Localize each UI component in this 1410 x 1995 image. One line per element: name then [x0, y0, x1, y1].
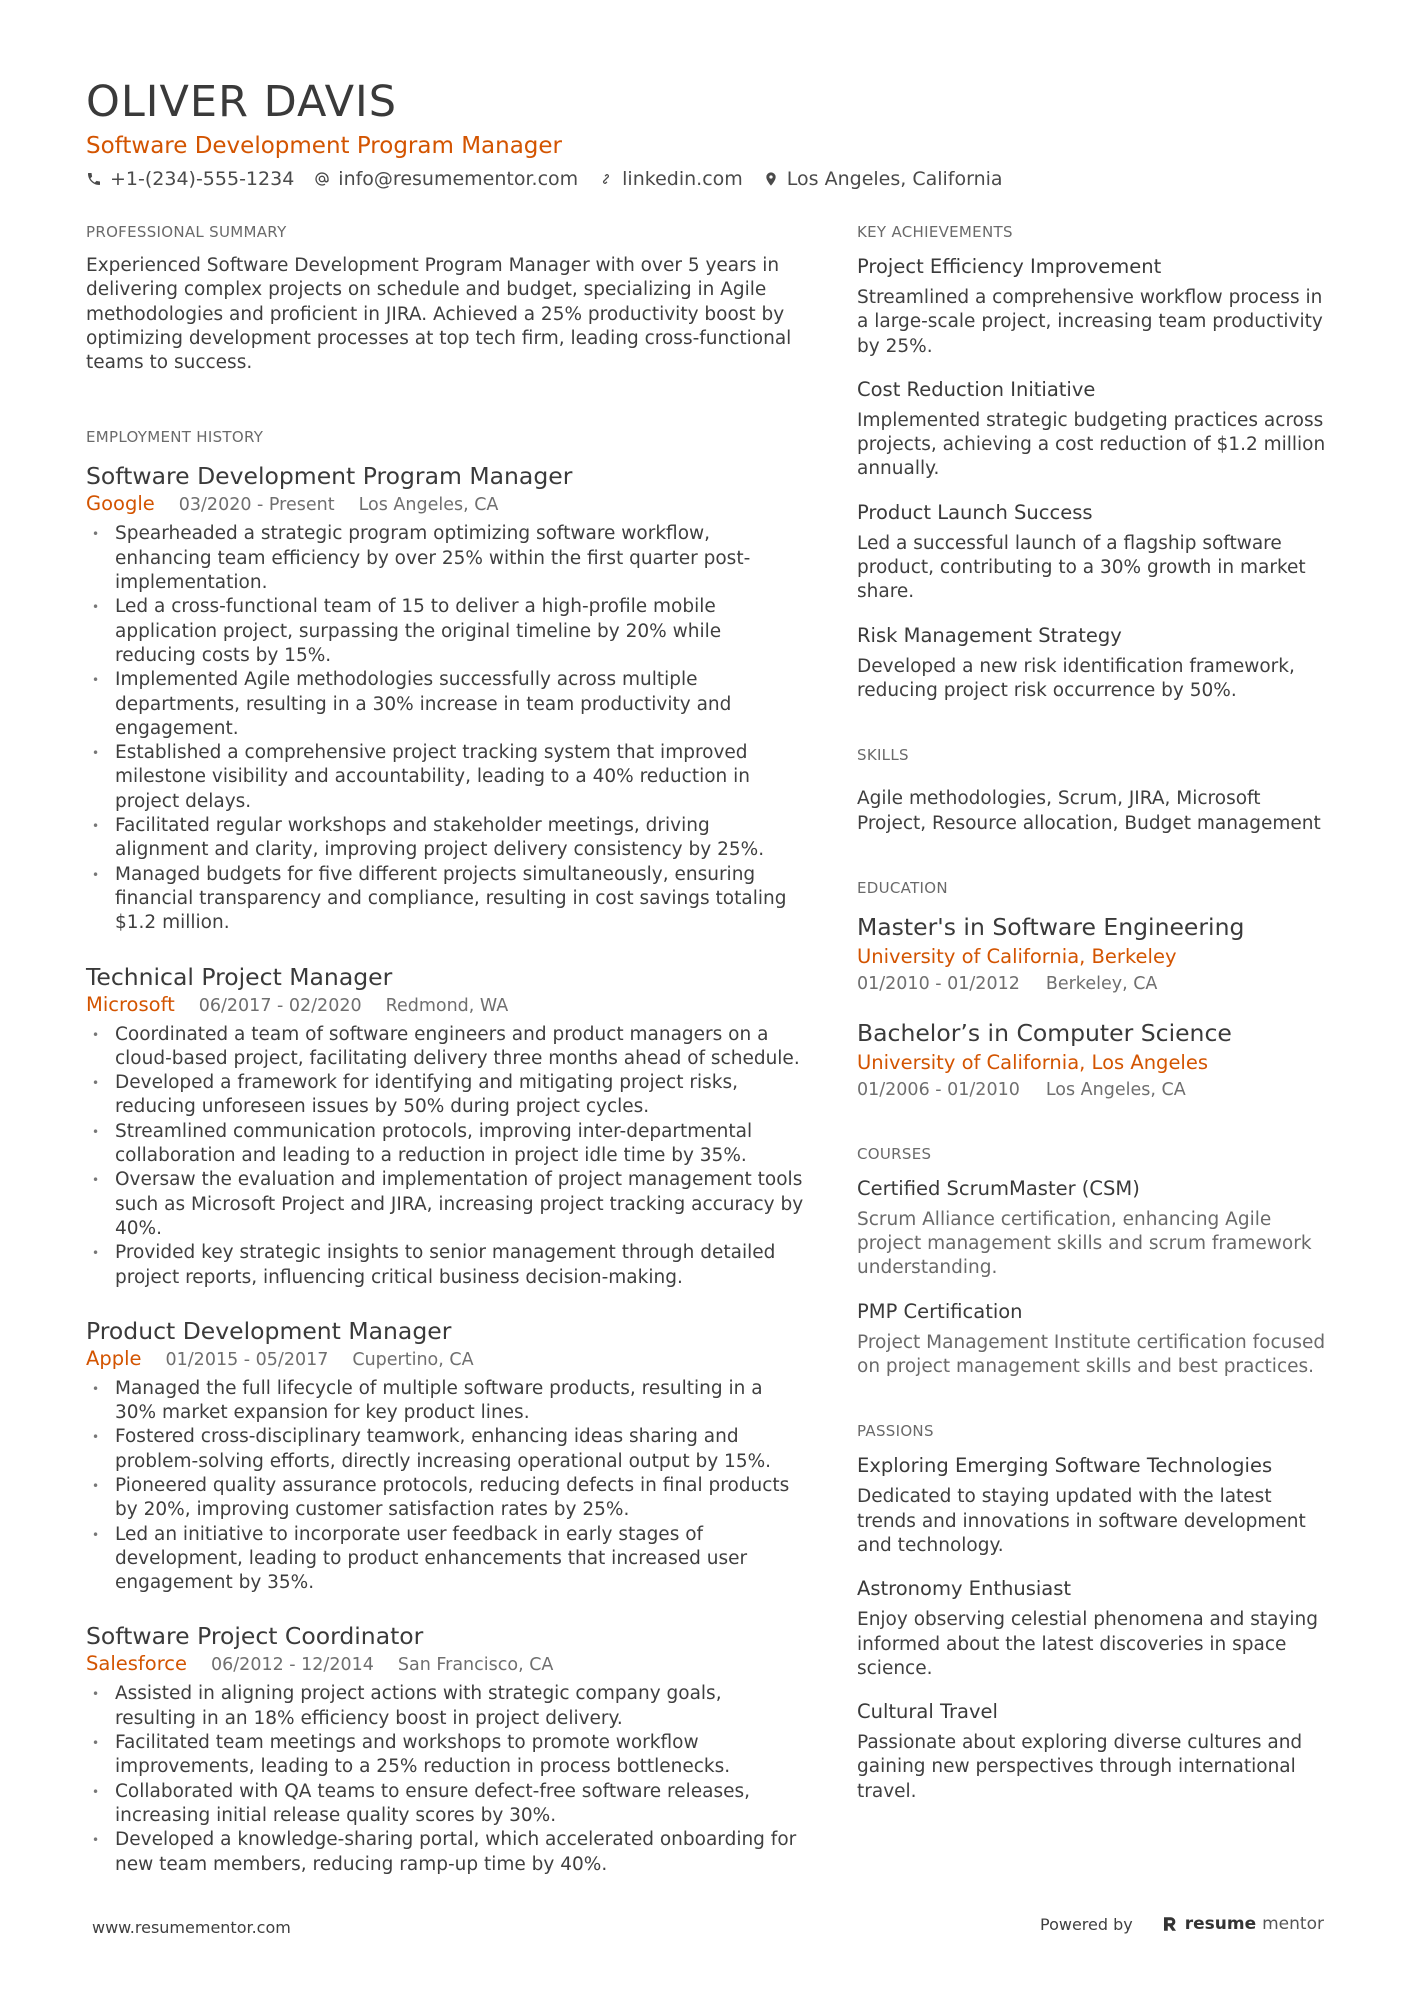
phone-icon: [86, 171, 102, 187]
job-location: Los Angeles, CA: [358, 495, 499, 516]
job-bullet: • Assisted in aligning project actions with strategic company goals, resulting in an 18% efficiency boost in project delivery.: [86, 1682, 806, 1731]
job-bullet: • Developed a framework for identifying and mitigating project risks, reducing unforeseen issues by 50% during project cycles.: [86, 1071, 806, 1120]
passion-title: Cultural Travel: [857, 1700, 998, 1724]
education-meta: [857, 972, 1335, 996]
job-bullet: • Managed the full lifecycle of multiple software products, resulting in a 30% market expansion for key product lines.: [86, 1377, 806, 1426]
job-entry: [86, 962, 806, 1290]
at-icon: [314, 171, 330, 187]
job-location: San Francisco, CA: [397, 1655, 554, 1676]
linkedin-text[interactable]: linkedin.com: [622, 168, 743, 190]
job-bullet: • Implemented Agile methodologies successfully across multiple departments, resulting in a 30% increase in team productivity and engagement.: [86, 668, 806, 741]
brand-bold: resume: [1184, 1914, 1257, 1934]
location-pin-icon: [763, 171, 779, 187]
job-bullet: • Developed a knowledge-sharing portal, which accelerated onboarding for new team members, reducing ramp-up time by 40%.: [86, 1828, 806, 1877]
achievements-heading: KEY ACHIEVEMENTS: [857, 223, 1013, 241]
phone-text: +1-(234)-555-1234: [110, 168, 295, 190]
passion-item: [857, 1453, 1335, 1558]
footer-powered: [1040, 1914, 1324, 1934]
job-dates: 06/2017 - 02/2020: [198, 995, 362, 1016]
brand-logo[interactable]: [1161, 1914, 1324, 1934]
job-meta: [86, 491, 806, 518]
job-bullets: [86, 1023, 806, 1290]
left-column: [86, 222, 806, 1877]
passions-heading: PASSIONS: [857, 1422, 934, 1441]
job-bullet: • Fostered cross-disciplinary teamwork, enhancing ideas sharing and problem-solving efforts, directly increasing operational output by 15%.: [86, 1425, 806, 1474]
achievement-item: [857, 500, 1335, 605]
job-meta: [86, 1651, 806, 1678]
job-meta: [86, 1346, 806, 1373]
passion-title: Astronomy Enthusiast: [857, 1577, 1072, 1601]
achievement-text: Implemented strategic budgeting practices across projects, achieving a cost reduction of $1.2 million annually.: [857, 409, 1326, 480]
job-bullets: [86, 1377, 806, 1596]
job-bullets: [86, 1682, 806, 1876]
education-dates: 01/2006 - 01/2010: [857, 1079, 1020, 1100]
resume-header: [86, 74, 1326, 190]
passion-title: Exploring Emerging Software Technologies: [857, 1454, 1273, 1478]
job-bullet: • Streamlined communication protocols, improving inter-departmental collaboration and leading to a reduction in project idle time by 35%.: [86, 1120, 806, 1169]
summary-heading: PROFESSIONAL SUMMARY: [86, 223, 287, 241]
email-text[interactable]: info@resumementor.com: [338, 168, 579, 190]
powered-by-label: Powered by: [1040, 1914, 1133, 1934]
education-school: University of California, Los Angeles: [857, 1050, 1209, 1074]
footer-website[interactable]: www.resumementor.com: [92, 1918, 291, 1937]
job-bullet: • Established a comprehensive project tracking system that improved milestone visibility and accountability, leading to a 40% reduction in project delays.: [86, 741, 806, 814]
passion-item: [857, 1699, 1335, 1804]
achievement-text: Developed a new risk identification framework, reducing project risk occurrence by 50%.: [857, 655, 1295, 701]
job-bullet: • Led a cross-functional team of 15 to deliver a high-profile mobile application project, surpassing the original timeline by 20% while reducing costs by 15%.: [86, 595, 806, 668]
candidate-title: Software Development Program Manager: [86, 133, 563, 159]
course-text: Scrum Alliance certification, enhancing Agile project management skills and scrum framework understanding.: [857, 1208, 1312, 1279]
job-bullet: • Facilitated regular workshops and stakeholder meetings, driving alignment and clarity, improving project delivery consistency by 25%.: [86, 814, 806, 863]
achievement-item: [857, 623, 1335, 704]
summary-text: Experienced Software Development Program Manager with over 5 years in delivering complex projects on schedule and budget, specializing in Agile methodologies and proficient in JIRA. Achieved a 25% productivity boost by optimizing development processes at top tech firm, leading cross-functional teams to success.: [86, 255, 792, 374]
education-degree: Master's in Software Engineering: [857, 912, 1245, 941]
brand-light: mentor: [1262, 1914, 1324, 1934]
course-title: Certified ScrumMaster (CSM): [857, 1176, 1140, 1200]
education-location: Los Angeles, CA: [1045, 1079, 1186, 1100]
job-bullet: • Provided key strategic insights to senior management through detailed project reports, influencing critical business decision-making.: [86, 1241, 806, 1290]
job-location: Cupertino, CA: [352, 1349, 474, 1370]
employment-heading: EMPLOYMENT HISTORY: [86, 428, 264, 447]
job-bullet: • Facilitated team meetings and workshops to promote workflow improvements, leading to a 25% reduction in process bottlenecks.: [86, 1731, 806, 1780]
achievement-title: Risk Management Strategy: [857, 623, 1122, 647]
job-dates: 01/2015 - 05/2017: [165, 1349, 329, 1370]
passion-text: Dedicated to staying updated with the latest trends and innovations in software development and technology.: [857, 1486, 1306, 1556]
passions-list: [857, 1453, 1335, 1804]
education-meta: [857, 1078, 1335, 1102]
contact-location: [763, 168, 1003, 190]
job-bullet: • Pioneered quality assurance protocols, reducing defects in final products by 20%, improving customer satisfaction rates by 25%.: [86, 1474, 806, 1523]
candidate-name: OLIVER DAVIS: [86, 77, 398, 127]
achievement-text: Streamlined a comprehensive workflow process in a large-scale project, increasing team productivity by 25%.: [857, 287, 1323, 357]
achievement-title: Product Launch Success: [857, 500, 1093, 524]
job-company: Salesforce: [86, 1652, 188, 1676]
achievement-text: Led a successful launch of a flagship software product, contributing to a 30% growth in market share.: [857, 532, 1306, 603]
achievement-item: [857, 377, 1335, 482]
contact-bar: [86, 168, 1326, 190]
right-column: [857, 222, 1335, 1804]
job-role: Technical Project Manager: [86, 962, 393, 991]
course-item: [857, 1176, 1335, 1281]
job-bullets: [86, 522, 806, 935]
job-company: Microsoft: [86, 992, 175, 1016]
contact-email[interactable]: [314, 168, 578, 190]
job-bullet: • Spearheaded a strategic program optimizing software workflow, enhancing team efficiency by over 25% within the first quarter post-implementation.: [86, 522, 806, 595]
job-role: Product Development Manager: [86, 1316, 452, 1345]
course-title: PMP Certification: [857, 1299, 1023, 1323]
courses-list: [857, 1176, 1335, 1379]
education-dates: 01/2010 - 01/2012: [857, 973, 1020, 994]
skills-text: Agile methodologies, Scrum, JIRA, Microsoft Project, Resource allocation, Budget management: [857, 788, 1321, 834]
job-role: Software Development Program Manager: [86, 462, 573, 491]
job-meta: [86, 992, 806, 1019]
achievement-item: [857, 254, 1335, 359]
job-entry: [86, 1316, 806, 1596]
education-item: [857, 1018, 1335, 1102]
education-location: Berkeley, CA: [1045, 973, 1158, 994]
job-location: Redmond, WA: [385, 995, 509, 1016]
job-company: Google: [86, 492, 155, 516]
education-heading: EDUCATION: [857, 878, 948, 897]
passion-item: [857, 1576, 1335, 1681]
link-icon: [598, 171, 614, 187]
job-bullet: • Oversaw the evaluation and implementation of project management tools such as Microsoft Project and JIRA, increasing project tracking accuracy by 40%.: [86, 1168, 806, 1241]
education-item: [857, 912, 1335, 996]
job-dates: 03/2020 - Present: [178, 495, 335, 516]
education-school: University of California, Berkeley: [857, 944, 1177, 968]
contact-linkedin[interactable]: [598, 168, 743, 190]
job-bullet: • Managed budgets for five different projects simultaneously, ensuring financial transparency and compliance, resulting in cost savings totaling $1.2 million.: [86, 863, 806, 936]
job-bullet: • Coordinated a team of software engineers and product managers on a cloud-based project, facilitating delivery three months ahead of schedule.: [86, 1023, 806, 1072]
skills-heading: SKILLS: [857, 746, 909, 765]
resumementor-logo-icon: [1161, 1915, 1179, 1933]
course-text: Project Management Institute certification focused on project management skills and best practices.: [857, 1331, 1326, 1378]
job-dates: 06/2012 - 12/2014: [211, 1655, 374, 1676]
job-entry: [86, 461, 806, 935]
job-entry: [86, 1621, 806, 1876]
passion-text: Enjoy observing celestial phenomena and staying informed about the latest discoveries in space science.: [857, 1609, 1319, 1679]
contact-phone: [86, 168, 294, 190]
job-company: Apple: [86, 1346, 142, 1370]
job-bullet: • Collaborated with QA teams to ensure defect-free software releases, increasing initial release quality scores by 30%.: [86, 1780, 806, 1829]
job-role: Software Project Coordinator: [86, 1622, 424, 1651]
achievements-list: [857, 254, 1335, 703]
location-text: Los Angeles, California: [786, 168, 1003, 190]
courses-heading: COURSES: [857, 1144, 932, 1163]
achievement-title: Project Efficiency Improvement: [857, 255, 1162, 278]
course-item: [857, 1299, 1335, 1380]
passion-text: Passionate about exploring diverse cultures and gaining new perspectives through international travel.: [857, 1732, 1303, 1802]
achievement-title: Cost Reduction Initiative: [857, 377, 1096, 401]
education-degree: Bachelor’s in Computer Science: [857, 1018, 1232, 1047]
job-bullet: • Led an initiative to incorporate user feedback in early stages of development, leading to product enhancements that increased user engagement by 35%.: [86, 1523, 806, 1596]
